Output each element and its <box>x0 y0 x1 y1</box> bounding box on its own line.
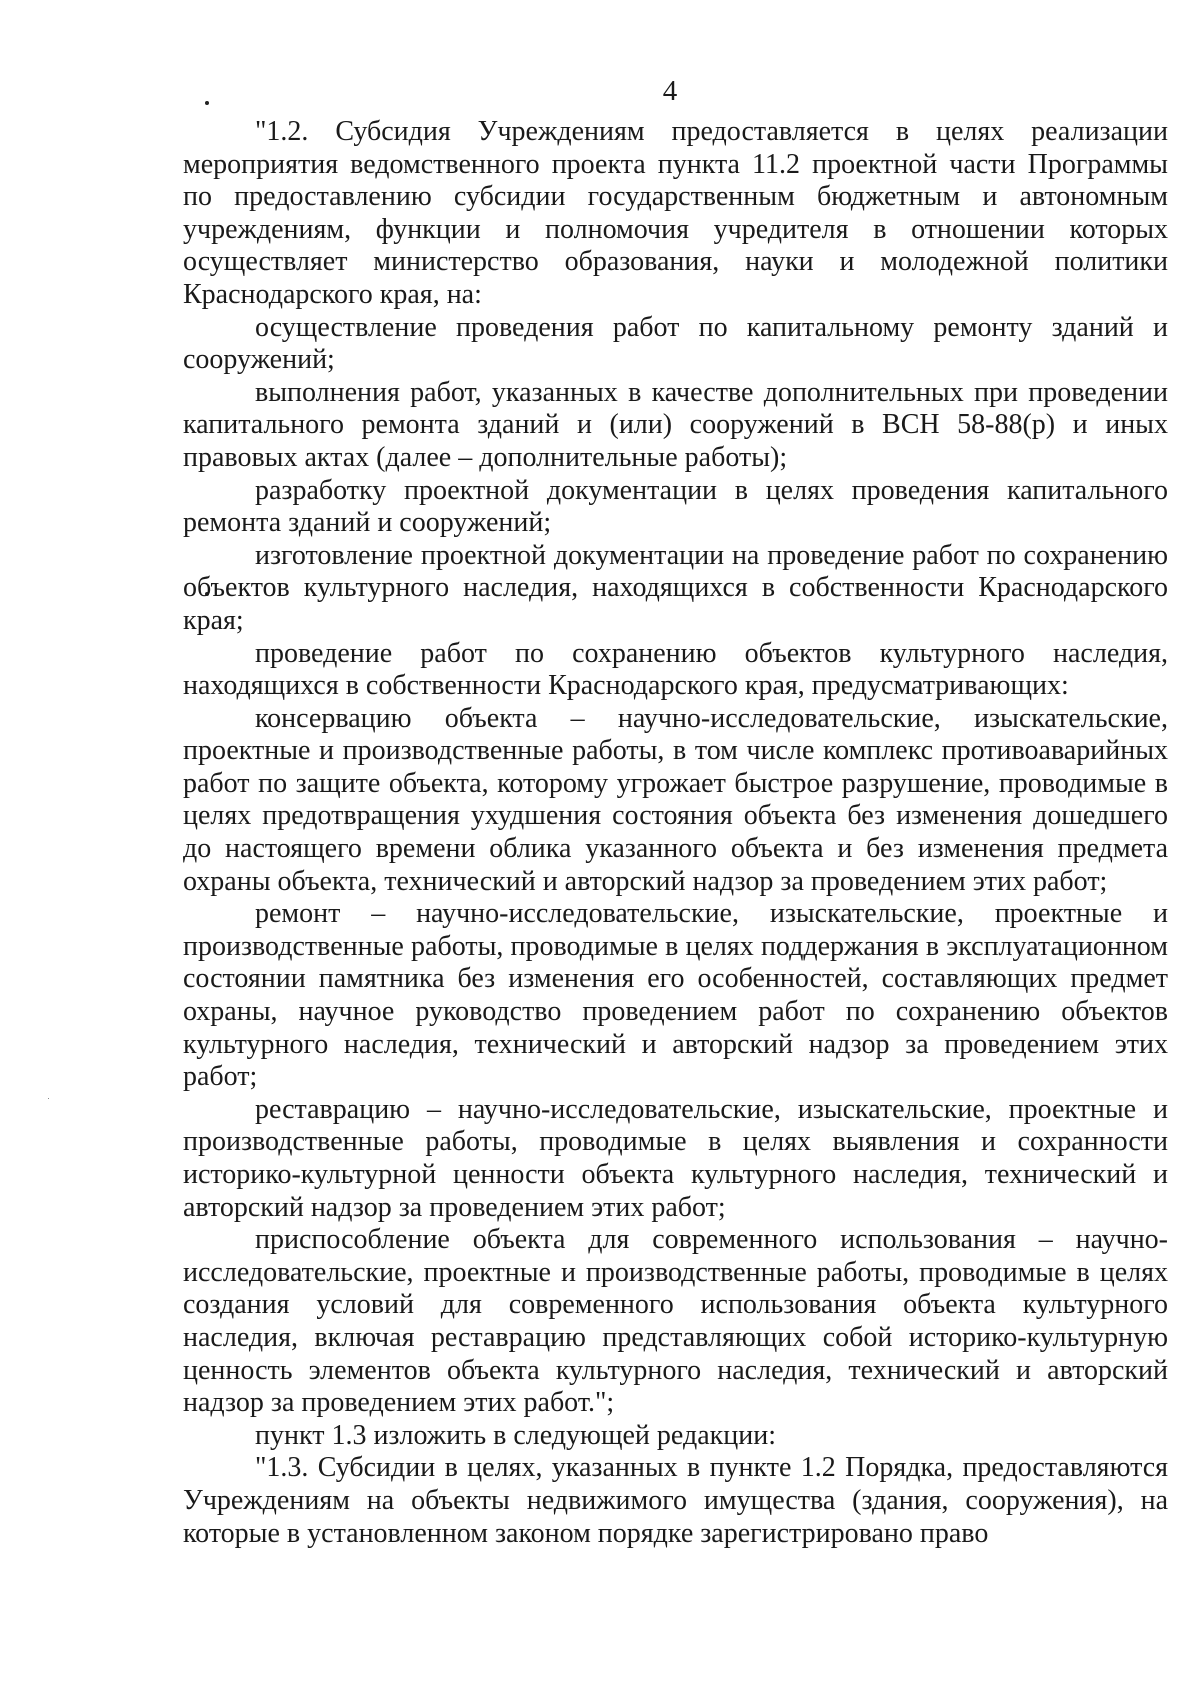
paragraph-additional-works: выполнения работ, указанных в качестве дополнительных при проведении капитального ремонта зданий и (или) сооружений в ВСН 58-88(р) и иных правовых актах (далее – дополнительные работы); <box>183 376 1168 473</box>
paragraph-project-documentation: разработку проектной документации в целях проведения капитального ремонта зданий и сооружений; <box>183 474 1168 539</box>
paragraph-item-1-3: "1.3. Субсидии в целях, указанных в пункте 1.2 Порядка, предоставляются Учреждениям на объекты недвижимого имущества (здания, сооружения), на которые в установленном законом порядке зарегистрировано право <box>183 1452 1168 1549</box>
paragraph-item-1-2: "1.2. Субсидия Учреждениям предоставляется в целях реализации мероприятия ведомственного проекта пункта 11.2 проектной части Программы по предоставлению субсидии государственным бюджетным и автономным учреждениям, функции и полномочия учредителя в отношении которых осуществляет министерство образования, науки и молодежной политики Краснодарского края, на: <box>183 116 1168 310</box>
paragraph-repair: ремонт – научно-исследовательские, изыскательские, проектные и производственные работы, проводимые в целях поддержания в эксплуатационном состоянии памятника без изменения его особенностей, составляющих предмет охраны, научное руководство проведением работ по сохранению объектов культурного наследия, технический и авторский надзор за проведением этих работ; <box>183 898 1168 1093</box>
paragraph-amend-item-1-3: пункт 1.3 изложить в следующей редакции: <box>255 1419 776 1451</box>
scan-artifact-mark <box>205 101 209 105</box>
paragraph-heritage-works: проведение работ по сохранению объектов культурного наследия, находящихся в собственности Краснодарского края, предусматривающих: <box>183 637 1168 702</box>
paragraph-heritage-documentation: изготовление проектной документации на проведение работ по сохранению объектов культурного наследия, находящихся в собственности Краснодарского края; <box>183 539 1168 636</box>
document-body <box>183 116 1168 1550</box>
paragraph-adaptation: приспособление объекта для современного использования – научно-исследовательские, проектные и производственные работы, проводимые в целях создания условий для современного использования объекта культурного наследия, включая реставрацию представляющих собой историко-культурную ценность элементов объекта культурного наследия, технический и авторский надзор за проведением этих работ."; <box>183 1224 1168 1419</box>
paragraph-restoration: реставрацию – научно-исследовательские, изыскательские, проектные и производственные работы, проводимые в целях выявления и сохранности историко-культурной ценности объекта культурного наследия, технический и авторский надзор за проведением этих работ; <box>183 1093 1168 1223</box>
paragraph-conservation: консервацию объекта – научно-исследовательские, изыскательские, проектные и производственные работы, в том числе комплекс противоаварийных работ по защите объекта, которому угрожает быстрое разрушение, проводимые в целях предотвращения ухудшения состояния объекта без изменения дошедшего до настоящего времени облика указанного объекта и без изменения предмета охраны объекта, технический и авторский надзор за проведением этих работ; <box>183 702 1168 897</box>
paragraph-capital-repair: осуществление проведения работ по капитальному ремонту зданий и сооружений; <box>183 311 1168 376</box>
scan-artifact-dot <box>48 1098 49 1099</box>
page-number: 4 <box>662 75 678 107</box>
